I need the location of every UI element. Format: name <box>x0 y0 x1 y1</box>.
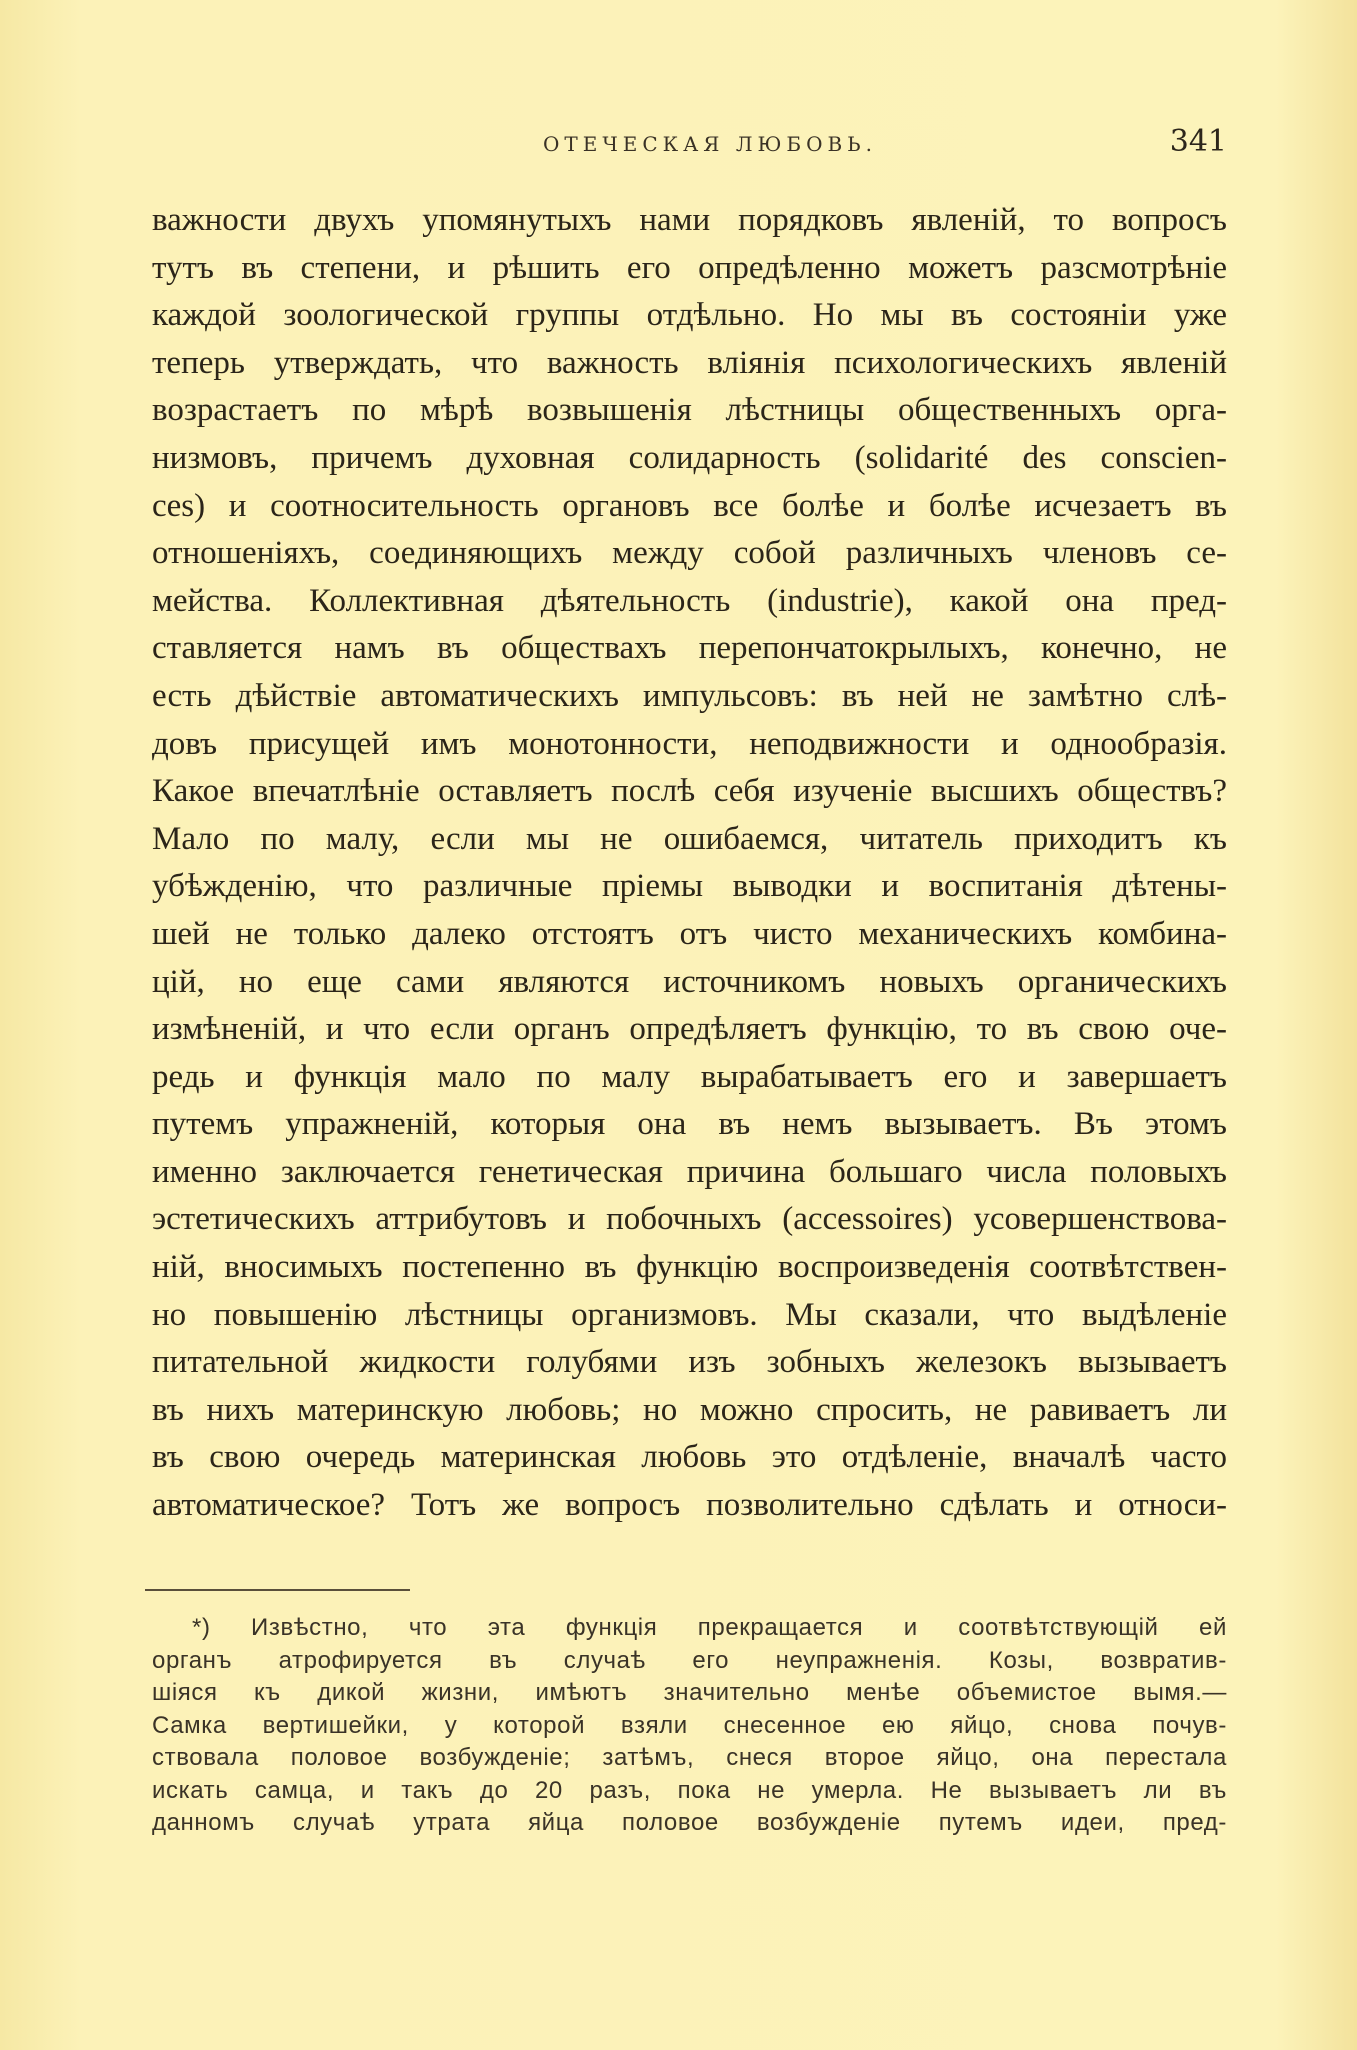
footnote-line: органъ атрофируется въ случаѣ его неупражненія. Козы, возвратив- <box>152 1646 1227 1674</box>
text-line: есть дѣйствіе автоматическихъ импульсовъ: въ ней не замѣтно слѣ- <box>152 677 1227 714</box>
text-line: въ свою очередь материнская любовь это отдѣленіе, вначалѣ часто <box>152 1439 1227 1476</box>
text-line: эстетическихъ аттрибутовъ и побочныхъ (accessoires) усовершенствова- <box>152 1201 1227 1238</box>
running-head <box>0 124 1357 164</box>
main-text <box>152 197 1227 1530</box>
text-line: важности двухъ упомянутыхъ нами порядковъ явленій, то вопросъ <box>152 202 1227 238</box>
footnote-line: искать самца, и такъ до 20 разъ, пока не умерла. Не вызываетъ ли въ <box>152 1776 1227 1804</box>
footnote-line: данномъ случаѣ утрата яйца половое возбужденіе путемъ идеи, пред- <box>152 1809 1227 1836</box>
footnote-divider <box>145 1589 410 1591</box>
footnote-line: шіяся къ дикой жизни, имѣютъ значительно менѣе объемистое вымя.— <box>152 1679 1227 1706</box>
text-line: путемъ упражненій, которыя она въ немъ вызываетъ. Въ этомъ <box>152 1106 1227 1143</box>
text-line: въ нихъ материнскую любовь; но можно спросить, не равиваетъ ли <box>152 1391 1227 1428</box>
text-line: шей не только далеко отстоятъ отъ чисто механическихъ комбина- <box>152 915 1227 952</box>
text-line: отношеніяхъ, соединяющихъ между собой различныхъ членовъ се- <box>152 535 1227 572</box>
text-line: редь и функція мало по малу вырабатываетъ его и завершаетъ <box>152 1058 1227 1095</box>
text-line: питательной жидкости голубями изъ зобныхъ железокъ вызываетъ <box>152 1344 1227 1381</box>
text-line: измѣненій, и что если органъ опредѣляетъ функцію, то въ свою оче- <box>152 1011 1227 1048</box>
running-title: ОТЕЧЕСКАЯ ЛЮБОВЬ. <box>542 132 877 156</box>
text-line: Мало по малу, если мы не ошибаемся, читатель приходитъ къ <box>152 820 1227 857</box>
text-line: ній, вносимыхъ постепенно въ функцію воспроизведенія соотвѣтствен- <box>152 1249 1227 1286</box>
text-line: убѣжденію, что различные пріемы выводки и воспитанія дѣтены- <box>152 868 1227 905</box>
text-line: Какое впечатлѣніе оставляетъ послѣ себя изученіе высшихъ обществъ? <box>152 773 1227 810</box>
page-number: 341 <box>1169 124 1227 159</box>
text-line: автоматическое? Тотъ же вопросъ позволительно сдѣлать и относи- <box>152 1487 1227 1524</box>
text-line: низмовъ, причемъ духовная солидарность (solidarité des conscien- <box>152 439 1227 476</box>
text-line: довъ присущей имъ монотонности, неподвижности и однообразія. <box>152 725 1227 762</box>
text-line: цій, но еще сами являются источникомъ новыхъ органическихъ <box>152 963 1227 1000</box>
text-line: каждой зоологической группы отдѣльно. Но мы въ состояніи уже <box>152 297 1227 334</box>
text-line: но повышенію лѣстницы организмовъ. Мы сказали, что выдѣленіе <box>152 1296 1227 1333</box>
text-line: именно заключается генетическая причина большаго числа половыхъ <box>152 1153 1227 1190</box>
footnote-line: ствовала половое возбужденіе; затѣмъ, снеся второе яйцо, она перестала <box>152 1744 1227 1771</box>
footnote-line: Самка вертишейки, у которой взяли снесенное ею яйцо, снова почув- <box>152 1711 1227 1739</box>
text-line: ставляется намъ въ обществахъ перепончатокрылыхъ, конечно, не <box>152 630 1227 667</box>
text-line: тутъ въ степени, и рѣшить его опредѣленно можетъ разсмотрѣніе <box>152 249 1227 286</box>
text-line: ces) и соотносительность органовъ все болѣе и болѣе исчезаетъ въ <box>152 487 1227 524</box>
text-line: мейства. Коллективная дѣятельность (industrie), какой она пред- <box>152 582 1227 619</box>
text-line: теперь утверждать, что важность вліянія психологическихъ явленій <box>152 344 1227 381</box>
footnote-line: *) Извѣстно, что эта функція прекращается и соотвѣтствующій ей <box>192 1614 1227 1641</box>
footnote <box>152 1612 1227 1840</box>
text-line: возрастаетъ по мѣрѣ возвышенія лѣстницы общественныхъ орга- <box>152 392 1227 429</box>
